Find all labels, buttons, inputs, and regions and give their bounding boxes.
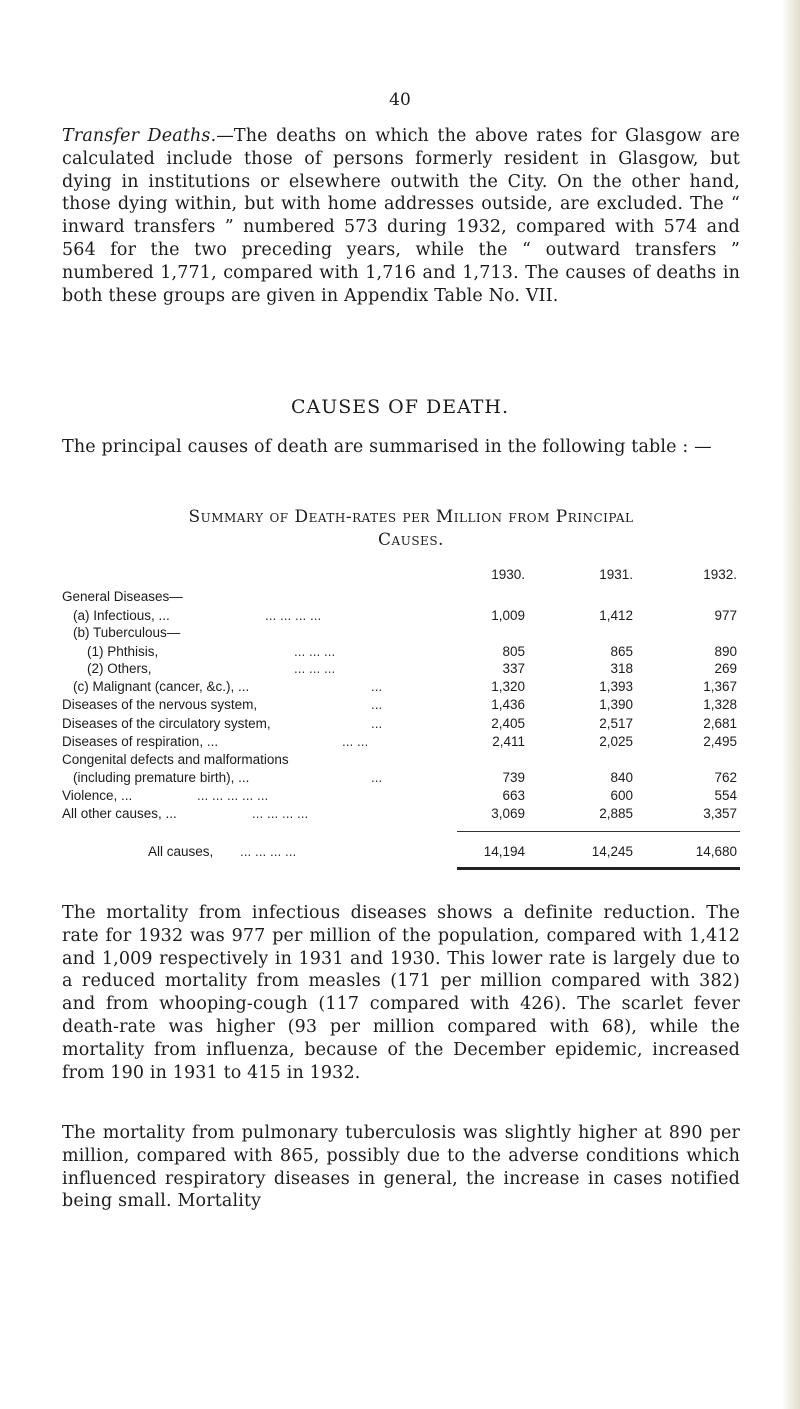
cell-1931: 2,885 xyxy=(599,806,633,821)
tuberculosis-paragraph: The mortality from pulmonary tuberculosis was slightly higher at 890 per million, compared with 865, possibly due to the adverse conditions which influenced respiratory diseases in general, the increase in cases notified being small. Mortality xyxy=(62,1123,740,1212)
cell-1931: 2,025 xyxy=(599,734,633,749)
cell-1932: 3,357 xyxy=(703,806,737,821)
table-row xyxy=(62,751,740,769)
row-leaders: ... ... ... ... xyxy=(265,608,322,623)
page-number: 40 xyxy=(389,90,411,110)
cell-1931: 865 xyxy=(610,644,633,659)
table-title-line1: Summary of Death-rates per Million from Principal xyxy=(188,507,634,527)
total-bottom-rule xyxy=(457,867,740,870)
year-header-1931: 1931. xyxy=(599,567,633,582)
transfer-deaths-text: —The deaths on which the above rates for Glasgow are calculated include those of persons formerly resident in Glasgow, but dying in institutions or elsewhere outwith the City. On the other hand, those dying within, but with home addresses outside, are excluded. The “ inward transfers ” numbered 573 during 1932, compared with 574 and 564 for the two preceding years, while the “ outward transfers ” numbered 1,771, compared with 1,716 and 1,713. The causes of deaths in both these groups are given in Appendix Table No. VII. xyxy=(62,126,740,306)
cell-1932: 762 xyxy=(714,770,737,785)
cell-1932: 554 xyxy=(714,788,737,803)
row-label: (b) Tuberculous— xyxy=(73,625,181,640)
table-row xyxy=(62,805,740,823)
cell-1931: 318 xyxy=(610,661,633,676)
table-row xyxy=(62,624,740,642)
row-label: Diseases of the nervous system, xyxy=(62,697,258,712)
table-row xyxy=(62,769,740,787)
cell-1931: 600 xyxy=(610,788,633,803)
row-label: Diseases of respiration, ... xyxy=(62,734,219,749)
table-row xyxy=(62,787,740,805)
table-row xyxy=(62,607,740,625)
cell-1931: 1,412 xyxy=(599,608,633,623)
cell-1932: 1,367 xyxy=(703,679,737,694)
table-row xyxy=(62,696,740,714)
cell-1932: 2,495 xyxy=(703,734,737,749)
intro-paragraph: The principal causes of death are summarised in the following table : — xyxy=(62,437,712,457)
cell-1931: 840 xyxy=(610,770,633,785)
transfer-deaths-paragraph xyxy=(62,125,740,307)
group-label-general xyxy=(62,588,740,606)
row-leaders: ... ... ... ... xyxy=(240,844,297,859)
table-title-line2: Causes. xyxy=(378,530,444,550)
cell-1930: 3,069 xyxy=(491,806,525,821)
row-label: (1) Phthisis, xyxy=(87,644,159,659)
cell-1931: 1,393 xyxy=(599,679,633,694)
row-label: (including premature birth), ... xyxy=(73,770,250,785)
cell-1932: 1,328 xyxy=(703,697,737,712)
row-label: General Diseases— xyxy=(62,589,183,604)
row-leaders: ... xyxy=(371,770,383,785)
table-row xyxy=(62,643,740,661)
row-label: Congenital defects and malformations xyxy=(62,752,289,767)
row-label: (2) Others, xyxy=(87,661,152,676)
table-row xyxy=(62,660,740,678)
infectious-mortality-paragraph: The mortality from infectious diseases shows a definite reduction. The rate for 1932 was 977 per million of the population, compared with 1,412 and 1,009 respectively in 1931 and 1930. This lower rate is largely due to a reduced mortality from measles (171 per million compared with 382) and from whooping-cough (117 compared with 426). The scarlet fever death-rate was higher (93 per million compared with 68), while the mortality from influenza, because of the December epidemic, increased from 190 in 1931 to 415 in 1932. xyxy=(62,903,740,1083)
cell-1932: 269 xyxy=(714,661,737,676)
year-header-1930: 1930. xyxy=(491,567,525,582)
cell-1930: 663 xyxy=(502,788,525,803)
table-row xyxy=(62,715,740,733)
cell-1930: 739 xyxy=(502,770,525,785)
row-leaders: ... xyxy=(371,716,383,731)
cell-1931: 2,517 xyxy=(599,716,633,731)
row-label: Diseases of the circulatory system, xyxy=(62,716,271,731)
page-edge-shadow xyxy=(782,0,800,1409)
cell-1930: 1,436 xyxy=(491,697,525,712)
row-leaders: ... xyxy=(371,697,383,712)
cell-1930: 337 xyxy=(502,661,525,676)
total-top-rule xyxy=(457,831,740,832)
row-label: (a) Infectious, ... xyxy=(73,608,170,623)
cell-1930: 1,320 xyxy=(491,679,525,694)
year-header-1932: 1932. xyxy=(703,567,737,582)
row-leaders: ... ... ... xyxy=(294,644,336,659)
row-leaders: ... ... ... ... xyxy=(252,806,309,821)
row-label: All other causes, ... xyxy=(62,806,177,821)
cell-1932: 977 xyxy=(714,608,737,623)
cell-1932: 890 xyxy=(714,644,737,659)
table-row xyxy=(62,733,740,751)
cell-1930: 1,009 xyxy=(491,608,525,623)
row-leaders: ... xyxy=(371,679,383,694)
row-label: (c) Malignant (cancer, &c.), ... xyxy=(73,679,250,694)
section-heading: CAUSES OF DEATH. xyxy=(290,396,510,418)
total-1932: 14,680 xyxy=(695,844,737,859)
cell-1930: 2,411 xyxy=(492,734,525,749)
transfer-deaths-lead: Transfer Deaths. xyxy=(62,126,217,146)
cell-1931: 1,390 xyxy=(599,697,633,712)
total-row xyxy=(62,843,740,861)
total-1930: 14,194 xyxy=(483,844,525,859)
cell-1932: 2,681 xyxy=(703,716,737,731)
cell-1930: 2,405 xyxy=(491,716,525,731)
table-row xyxy=(62,678,740,696)
row-leaders: ... ... ... ... ... xyxy=(197,788,269,803)
row-leaders: ... ... xyxy=(342,734,369,749)
total-1931: 14,245 xyxy=(591,844,633,859)
total-label: All causes, xyxy=(148,844,214,859)
row-leaders: ... ... ... xyxy=(294,661,336,676)
cell-1930: 805 xyxy=(502,644,525,659)
row-label: Violence, ... xyxy=(62,788,133,803)
